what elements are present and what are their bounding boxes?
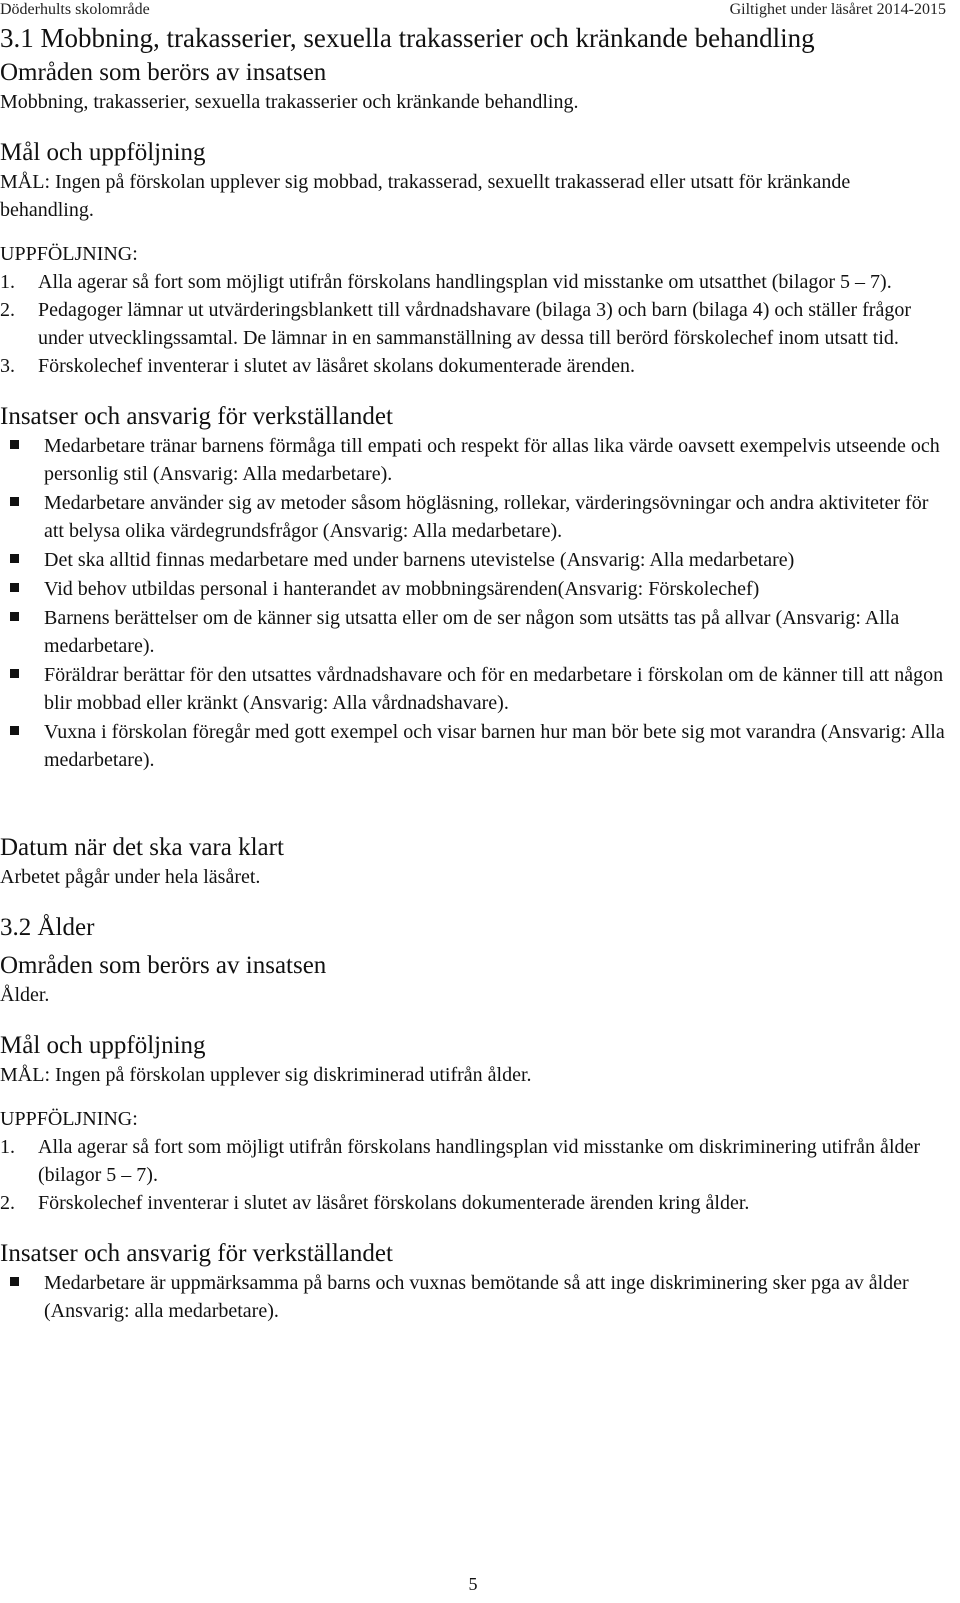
list-item [0,661,946,717]
item-number: 2. [0,1192,15,1214]
section-3-2-title: 3.2 Ålder [0,914,95,941]
item-text: Vid behov utbildas personal i hanterandet av mobbningsärenden(Ansvarig: Förskolechef) [44,578,760,600]
item-text: Föräldrar berättar för den utsattes vårdnadshavare och för en medarbetare i förskolan om de känner till att någon blir mobbad eller kränkt (Ansvarig: Alla vårdnadshavare). [44,664,944,714]
list-item [0,352,946,380]
item-text: Förskolechef inventerar i slutet av läsåret förskolans dokumenterade ärenden kring ålder. [38,1192,750,1214]
s1-areas-heading: Områden som berörs av insatsen [0,59,327,86]
item-number: 1. [0,271,15,293]
list-item [0,1133,946,1189]
section-3-1-title: 3.1 Mobbning, trakasserier, sexuella trakasserier och kränkande behandling [0,23,815,53]
list-item [0,1269,946,1325]
item-number: 1. [0,1136,15,1158]
s1-date-text: Arbetet pågår under hela läsåret. [0,866,261,888]
page-header [0,0,946,20]
page-number: 5 [468,1574,478,1594]
item-text: Medarbetare tränar barnens förmåga till empati och respekt för allas lika värde oavsett exempelvis utseende och personlig stil (Ansvarig: Alla medarbetare). [44,435,940,485]
s2-actions-list [0,1269,946,1325]
s1-date-heading: Datum när det ska vara klart [0,834,284,861]
square-bullet-icon [0,604,44,660]
list-item [0,268,946,296]
item-text: Det ska alltid finnas medarbetare med under barnens utevistelse (Ansvarig: Alla medarbetare) [44,549,795,571]
s2-goal-heading: Mål och uppföljning [0,1032,206,1059]
item-number: 2. [0,299,15,321]
item-text: Alla agerar så fort som möjligt utifrån förskolans handlingsplan vid misstanke om diskriminering utifrån ålder (bilagor 5 – 7). [38,1136,921,1186]
square-bullet-icon [0,661,44,717]
s2-areas-heading: Områden som berörs av insatsen [0,952,327,979]
s1-goal-heading: Mål och uppföljning [0,139,206,166]
item-text: Förskolechef inventerar i slutet av läsåret skolans dokumenterade ärenden. [38,355,636,377]
s1-actions-heading: Insatser och ansvarig för verkställandet [0,403,393,430]
s2-actions-heading: Insatser och ansvarig för verkställandet [0,1240,393,1267]
square-bullet-icon [0,718,44,774]
s1-followup-list [0,268,946,380]
s1-followup-label: UPPFÖLJNING: [0,243,138,265]
item-text: Medarbetare är uppmärksamma på barns och vuxnas bemötande så att inge diskriminering sker pga av ålder (Ansvarig: alla medarbetare). [44,1272,909,1322]
square-bullet-icon [0,546,44,574]
s2-goal-text: MÅL: Ingen på förskolan upplever sig diskriminerad utifrån ålder. [0,1064,532,1086]
list-item [0,489,946,545]
item-number: 3. [0,355,15,377]
square-bullet-icon [0,1269,44,1325]
square-bullet-icon [0,432,44,488]
item-text: Barnens berättelser om de känner sig utsatta eller om de ser någon som utsätts tas på allvar (Ansvarig: Alla medarbetare). [44,607,900,657]
page-content [0,22,946,1326]
list-item [0,604,946,660]
header-validity: Giltighet under läsåret 2014-2015 [729,1,946,18]
list-item [0,575,946,603]
s1-actions-list [0,432,946,774]
item-text: Pedagoger lämnar ut utvärderingsblankett till vårdnadshavare (bilaga 3) och barn (bilaga 4) och ställer frågor under utvecklingssamtal. De lämnar in en sammanställning av dessa till berörd förskolechef inom utsatt tid. [38,299,911,349]
square-bullet-icon [0,575,44,603]
s2-followup-label: UPPFÖLJNING: [0,1108,138,1130]
item-text: Medarbetare använder sig av metoder såsom högläsning, rollekar, värderingsövningar och andra aktiviteter för att belysa olika värdegrundsfrågor (Ansvarig: Alla medarbetare). [44,492,929,542]
header-school: Döderhults skolområde [0,1,150,18]
list-item [0,432,946,488]
list-item [0,546,946,574]
s1-goal-text: MÅL: Ingen på förskolan upplever sig mobbad, trakasserad, sexuellt trakasserad eller utsatt för kränkande behandling. [0,171,851,221]
list-item [0,1189,946,1217]
list-item [0,296,946,352]
item-text: Vuxna i förskolan föregår med gott exempel och visar barnen hur man bör bete sig mot varandra (Ansvarig: Alla medarbetare). [44,721,945,771]
s2-areas-text: Ålder. [0,984,50,1006]
s2-followup-list [0,1133,946,1217]
list-item [0,718,946,774]
s1-areas-text: Mobbning, trakasserier, sexuella trakasserier och kränkande behandling. [0,91,579,113]
item-text: Alla agerar så fort som möjligt utifrån förskolans handlingsplan vid misstanke om utsatthet (bilagor 5 – 7). [38,271,892,293]
square-bullet-icon [0,489,44,545]
